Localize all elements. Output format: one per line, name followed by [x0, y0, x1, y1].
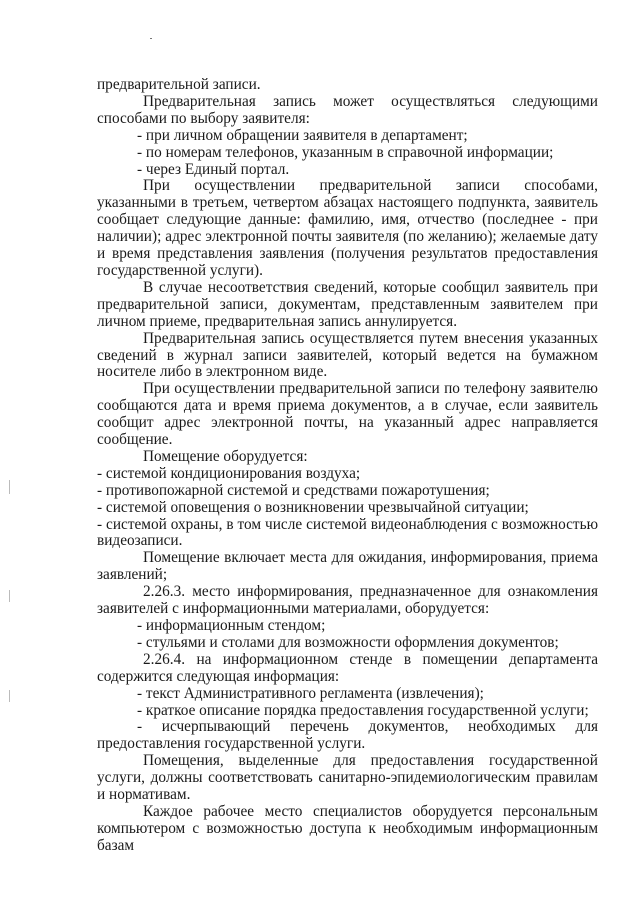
list-item: - через Единый портал.: [137, 160, 290, 178]
scan-mark: [150, 38, 152, 39]
list-item: - краткое описание порядка предоставления государственной услуги;: [137, 701, 589, 719]
paragraph: Помещение оборудуется:: [143, 447, 308, 465]
paragraph: 2.26.3. место информирования, предназначенное для ознакомления заявителей с информационными материалами, оборудуется:: [97, 583, 598, 618]
list-item: - текст Административного регламента (извлечения);: [137, 684, 484, 702]
paragraph: Каждое рабочее место специалистов оборудуется персональным компьютером с возможностью доступа к необходимым информационным базам: [97, 802, 598, 854]
list-item: - противопожарной системой и средствами пожаротушения;: [97, 481, 490, 499]
document-body: [97, 77, 598, 855]
list-item: - информационным стендом;: [137, 617, 326, 634]
paragraph: При осуществлении предварительной записи способами, указанными в третьем, четвертом абзацах настоящего подпункта, заявитель сообщает следующие данные: фамилию, имя, отчество (последнее - при наличии); адрес электронной почты заявителя (по желанию); желаемые дату и время представления заявления (получения результатов предоставления государственной услуги).: [97, 177, 598, 279]
paragraph: В случае несоответствия сведений, которые сообщил заявитель при предварительной записи, документам, представленным заявителем при личном приеме, предварительная запись аннулируется.: [97, 278, 598, 330]
binding-mark: [9, 480, 10, 494]
paragraph: 2.26.4. на информационном стенде в помещении департамента содержится следующая информация:: [97, 650, 598, 685]
list-item: - системой кондиционирования воздуха;: [97, 464, 361, 482]
list-item: - по номерам телефонов, указанным в справочной информации;: [137, 143, 554, 161]
paragraph: При осуществлении предварительной записи по телефону заявителю сообщаются дата и время приема документов, а в случае, если заявитель сообщит адрес электронной почты, на указанный адрес направляется сообщение.: [97, 380, 598, 449]
paragraph: предварительной записи.: [97, 76, 261, 93]
paragraph: Помещения, выделенные для предоставления государственной услуги, должны соответствовать санитарно-эпидемиологическим правилам и нормативам.: [97, 752, 598, 804]
list-item: - стульями и столами для возможности оформления документов;: [137, 633, 559, 651]
list-item: - системой охраны, в том числе системой видеонаблюдения с возможностью видеозаписи.: [97, 515, 598, 550]
paragraph: Предварительная запись осуществляется путем внесения указанных сведений в журнал записи заявителей, который ведется на бумажном носителе либо в электронном виде.: [97, 329, 598, 381]
list-item: - системой оповещения о возникновении чрезвычайной ситуации;: [97, 498, 529, 516]
paragraph: Предварительная запись может осуществляться следующими способами по выбору заявителя:: [97, 92, 598, 127]
list-item: - исчерпывающий перечень документов, необходимых для предоставления государственной услуги.: [97, 718, 598, 753]
binding-mark: [9, 590, 10, 602]
paragraph: Помещение включает места для ожидания, информирования, приема заявлений;: [97, 549, 598, 584]
list-item: - при личном обращении заявителя в департамент;: [137, 126, 468, 144]
binding-mark: [9, 690, 10, 702]
